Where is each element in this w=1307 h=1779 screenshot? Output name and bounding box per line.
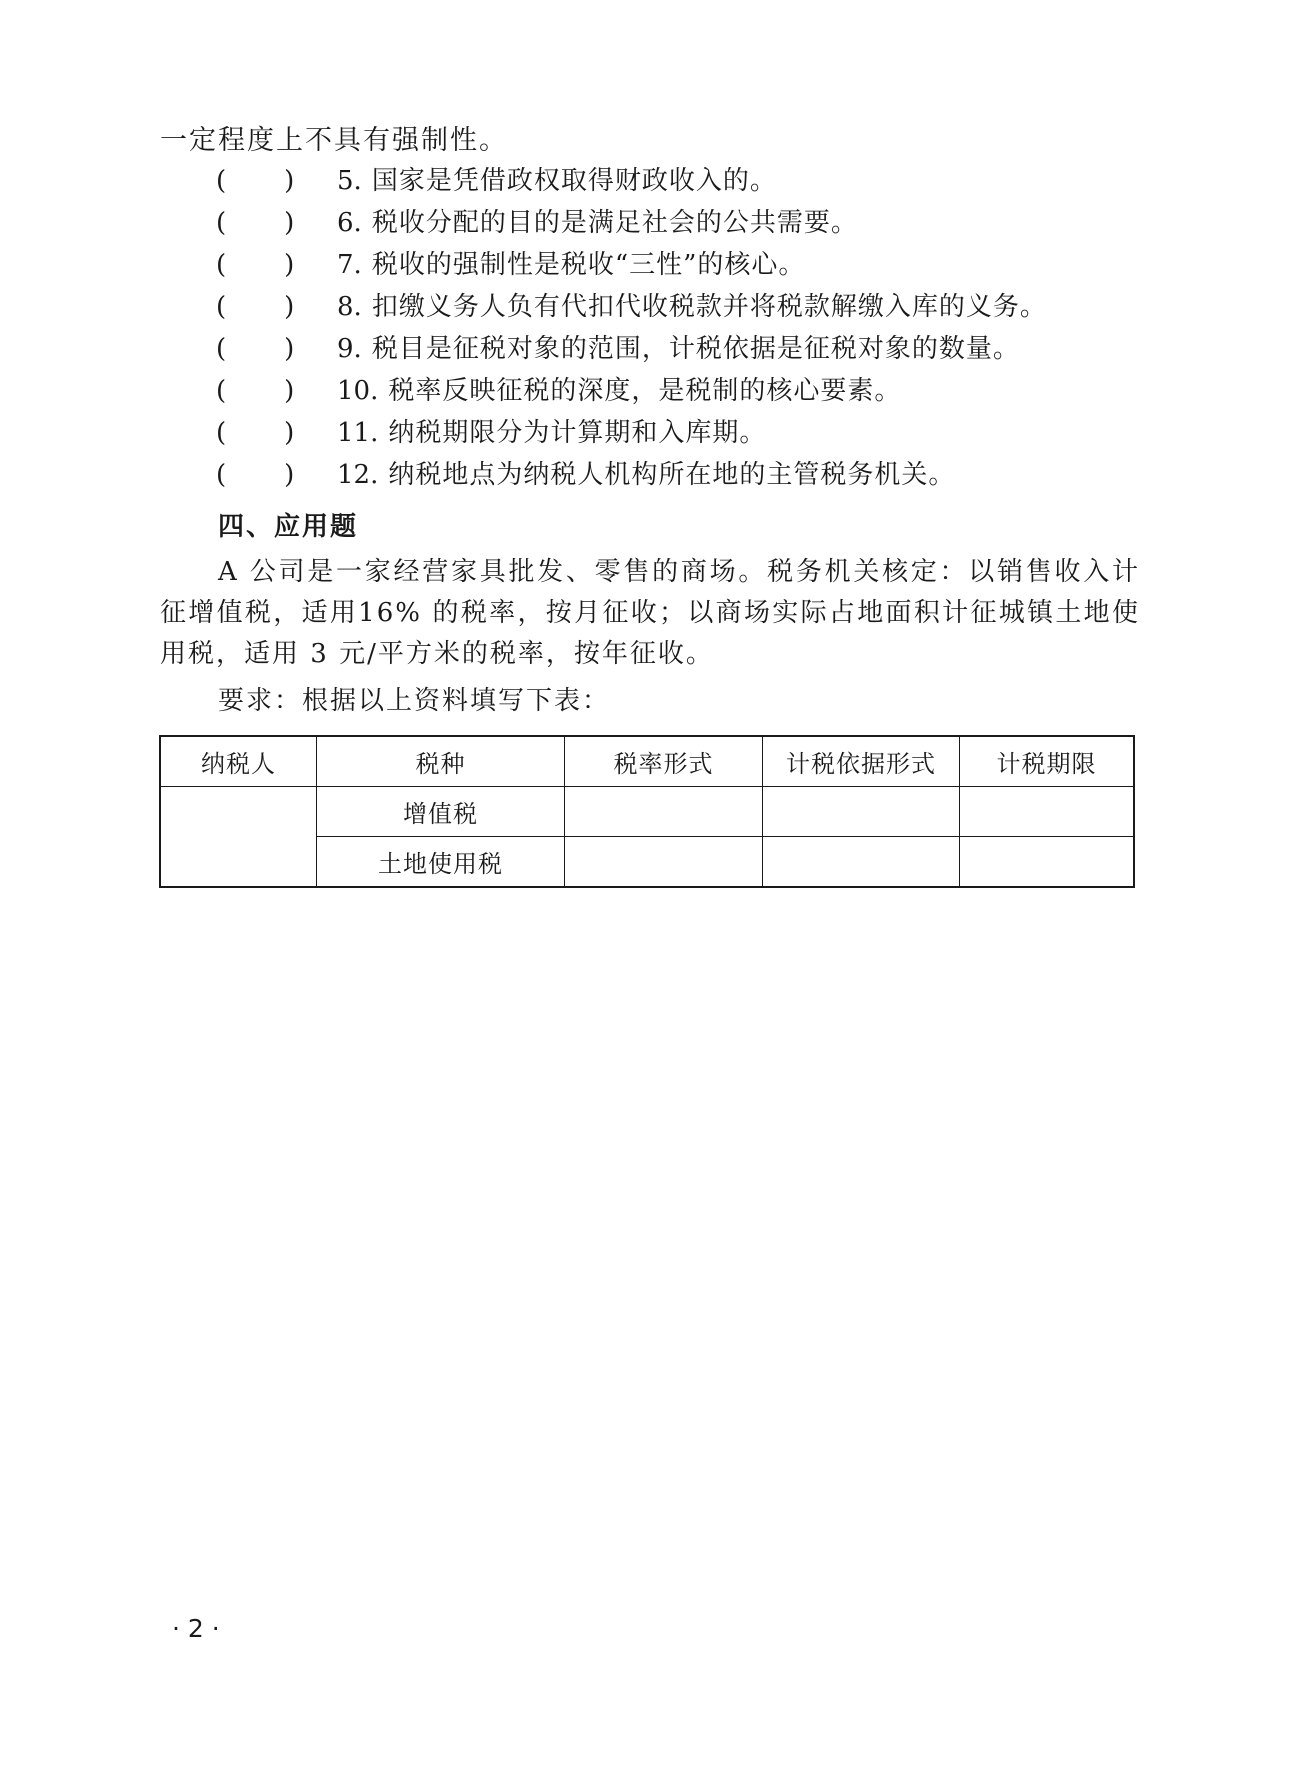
table-header-row — [160, 736, 1134, 787]
item-text: 税收的强制性是税收“三性”的核心。 — [371, 250, 806, 280]
list-item — [160, 454, 1150, 496]
list-item — [160, 160, 1150, 202]
rate-form-cell[interactable] — [565, 787, 763, 837]
answer-blank: ( ) — [216, 334, 295, 364]
item-number: 5. — [337, 166, 362, 196]
true-false-list — [160, 160, 1150, 496]
header-taxpayer: 纳税人 — [160, 736, 317, 787]
answer-blank: ( ) — [216, 376, 295, 406]
item-number: 8. — [337, 292, 362, 322]
item-text: 扣缴义务人负有代扣代收税款并将税款解缴入库的义务。 — [371, 292, 1047, 322]
item-number: 10. — [337, 376, 379, 406]
header-basis-form: 计税依据形式 — [763, 736, 960, 787]
item-text: 国家是凭借政权取得财政收入的。 — [371, 166, 777, 196]
list-item — [160, 370, 1150, 412]
taxpayer-cell[interactable] — [160, 787, 317, 888]
section-heading: 四、应用题 — [218, 512, 359, 542]
list-item — [160, 202, 1150, 244]
answer-blank: ( ) — [216, 250, 295, 280]
list-item — [160, 244, 1150, 286]
header-tax-type: 税种 — [317, 736, 565, 787]
list-item — [160, 286, 1150, 328]
requirement-text: 要求：根据以上资料填写下表： — [218, 686, 611, 716]
item-text: 税目是征税对象的范围，计税依据是征税对象的数量。 — [371, 334, 1020, 364]
problem-paragraph: A 公司是一家经营家具批发、零售的商场。税务机关核定：以销售收入计征增值税，适用16% 的税率，按月征收；以商场实际占地面积计征城镇土地使用税，适用 3 元/平方米的税率，按年征收。 — [160, 557, 1140, 669]
answer-blank: ( ) — [216, 292, 295, 322]
list-item — [160, 328, 1150, 370]
header-rate-form: 税率形式 — [565, 736, 763, 787]
item-number: 9. — [337, 334, 362, 364]
tax-type-cell: 土地使用税 — [317, 837, 565, 888]
tax-table — [159, 735, 1135, 888]
table-row — [160, 787, 1134, 837]
period-cell[interactable] — [960, 837, 1135, 888]
item-number: 6. — [337, 208, 362, 238]
list-item — [160, 412, 1150, 454]
answer-blank: ( ) — [216, 208, 295, 238]
answer-blank: ( ) — [216, 460, 295, 490]
tax-type-cell: 增值税 — [317, 787, 565, 837]
answer-blank: ( ) — [216, 166, 295, 196]
answer-blank: ( ) — [216, 418, 295, 448]
continuation-text: 一定程度上不具有强制性。 — [160, 125, 508, 156]
basis-form-cell[interactable] — [763, 787, 960, 837]
item-number: 12. — [337, 460, 379, 490]
item-number: 11. — [337, 418, 379, 448]
period-cell[interactable] — [960, 787, 1135, 837]
header-period: 计税期限 — [960, 736, 1135, 787]
basis-form-cell[interactable] — [763, 837, 960, 888]
page-number: · 2 · — [172, 1614, 220, 1643]
item-text: 税收分配的目的是满足社会的公共需要。 — [371, 208, 858, 238]
item-text: 税率反映征税的深度，是税制的核心要素。 — [388, 376, 902, 406]
item-number: 7. — [337, 250, 362, 280]
item-text: 纳税期限分为计算期和入库期。 — [388, 418, 767, 448]
item-text: 纳税地点为纳税人机构所在地的主管税务机关。 — [388, 460, 956, 490]
rate-form-cell[interactable] — [565, 837, 763, 888]
